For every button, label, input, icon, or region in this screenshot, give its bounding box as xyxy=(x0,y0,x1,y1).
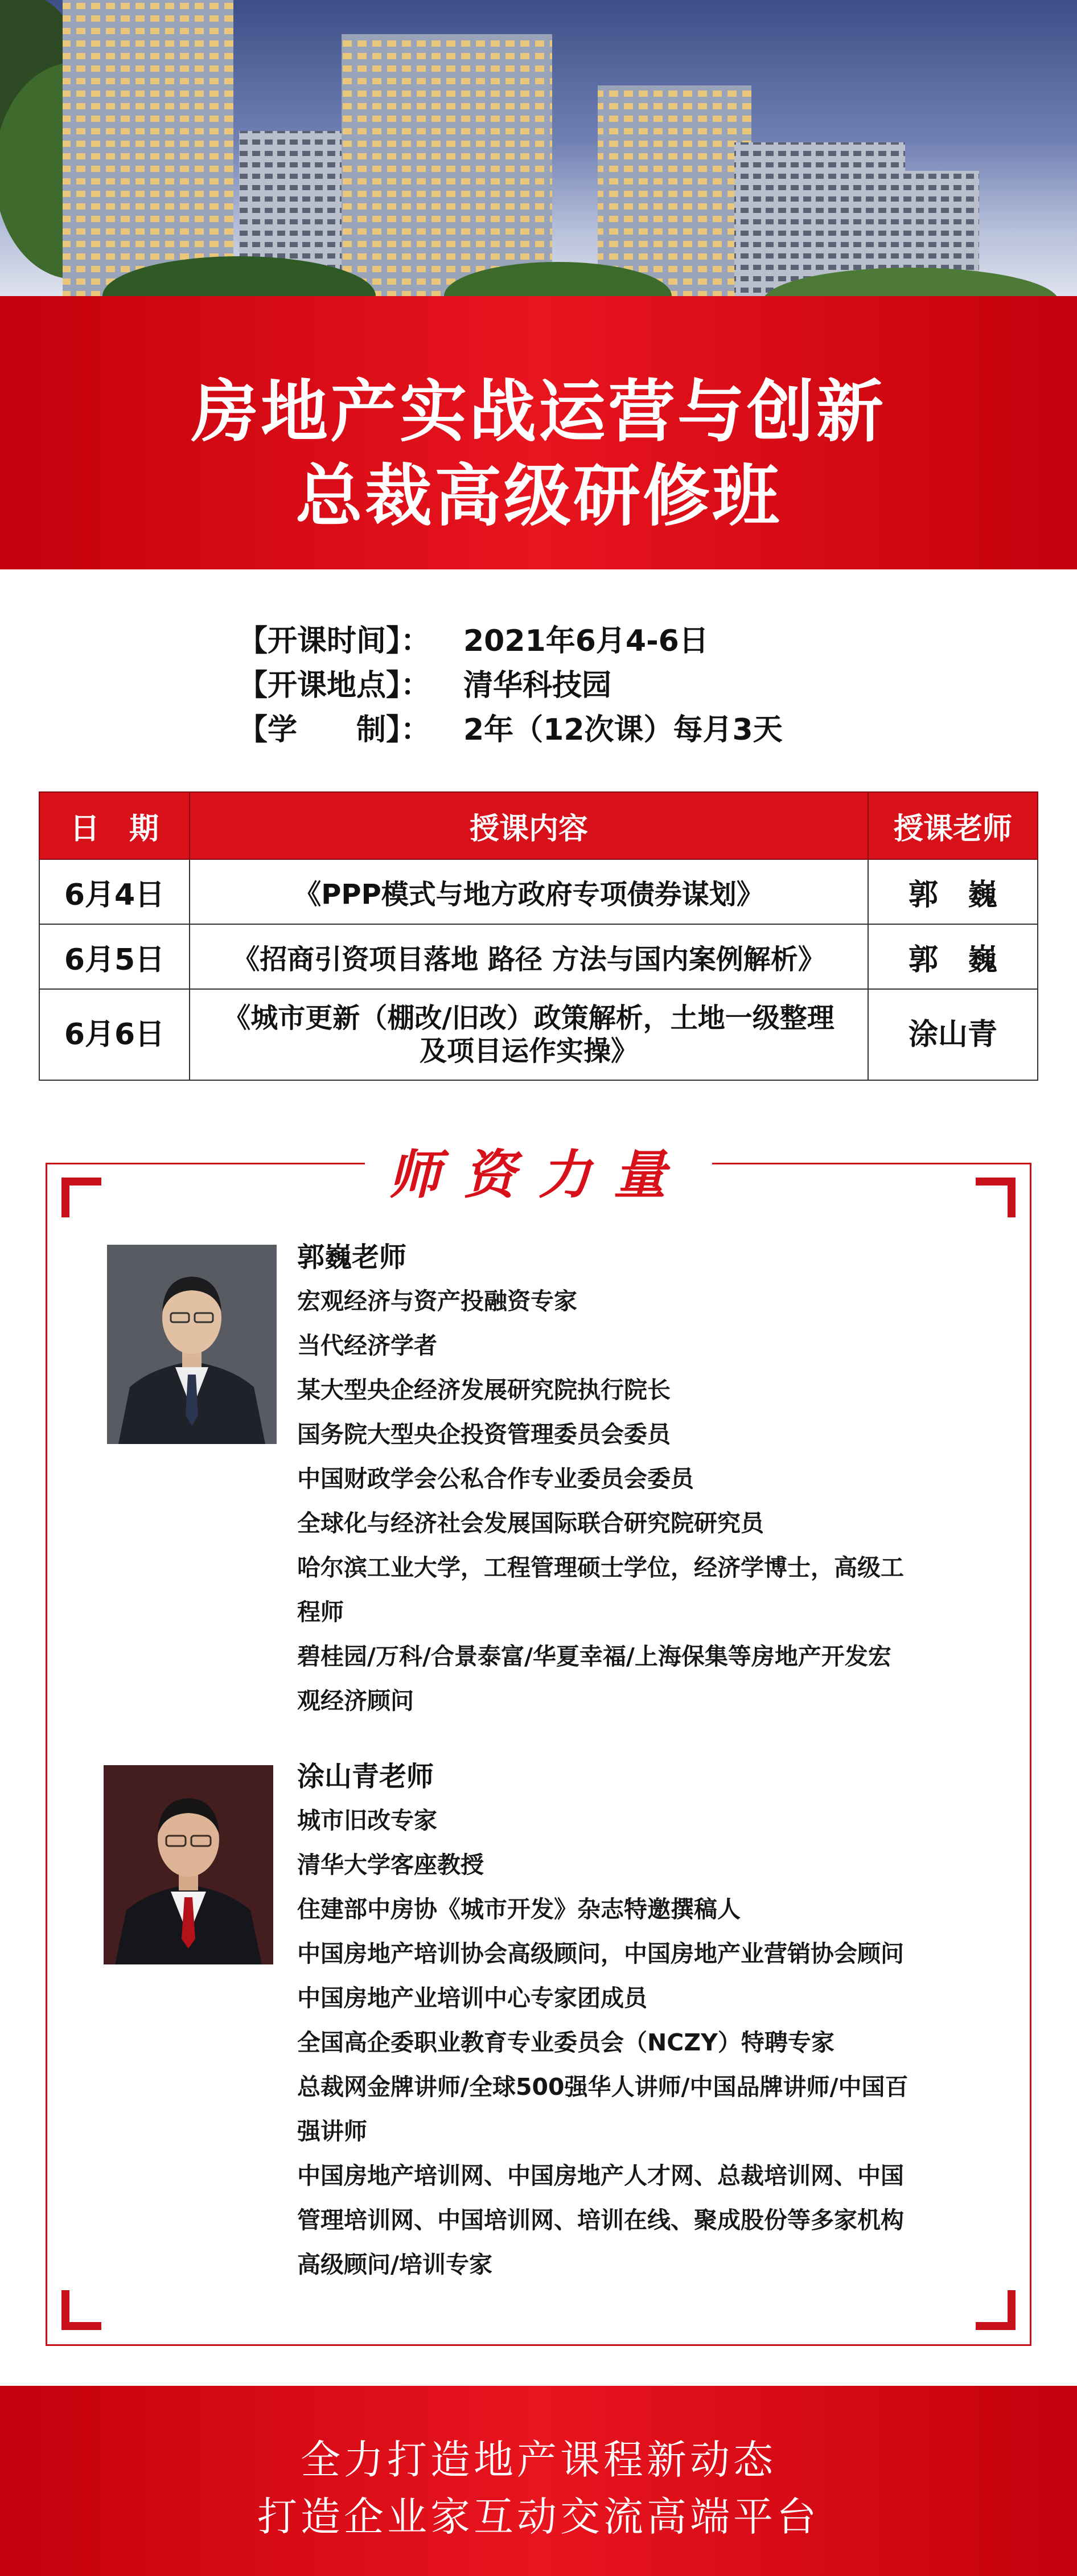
teacher-name: 郭巍老师 xyxy=(297,1241,407,1273)
teacher-bio-item: 宏观经济与资产投融资专家 xyxy=(297,1287,577,1315)
info-value: 2021年6月4-6日 xyxy=(463,624,709,658)
row-teacher: 郭 巍 xyxy=(868,924,1038,989)
row-content-line1: 《城市更新（棚改/旧改）政策解析，土地一级整理 xyxy=(223,1002,835,1034)
column-header-content: 授课内容 xyxy=(190,792,868,859)
teacher-name: 涂山青老师 xyxy=(297,1761,434,1792)
row-content xyxy=(190,989,868,1080)
teacher-bio-item: 程师 xyxy=(297,1598,344,1626)
table-row xyxy=(39,989,1038,1080)
corner-decoration-bottom-left xyxy=(59,2288,104,2332)
title-banner xyxy=(0,296,1077,569)
info-row-time xyxy=(238,617,783,661)
footer-slogan-line1: 全力打造地产课程新动态 xyxy=(301,2436,776,2483)
teacher-bio-item: 中国财政学会公私合作专业委员会委员 xyxy=(297,1465,694,1492)
teacher-bio-item: 总裁网金牌讲师/全球500强华人讲师/中国品牌讲师/中国百 xyxy=(297,2073,909,2101)
teacher-bio-item: 观经济顾问 xyxy=(297,1687,414,1714)
info-label: 【开课时间】： xyxy=(238,624,431,658)
teacher-bio-guo xyxy=(297,1236,989,1723)
teacher-bio-item: 全球化与经济社会发展国际联合研究院研究员 xyxy=(297,1509,764,1537)
table-row xyxy=(39,859,1038,924)
row-teacher: 郭 巍 xyxy=(868,859,1038,924)
row-teacher: 涂山青 xyxy=(868,989,1038,1080)
info-value: 2年（12次课）每月3天 xyxy=(463,713,783,747)
schedule-table xyxy=(39,791,1038,1081)
row-content: 《PPP模式与地方政府专项债券谋划》 xyxy=(190,859,868,924)
teacher-bio-item: 城市旧改专家 xyxy=(297,1807,437,1834)
info-row-duration xyxy=(238,705,783,750)
page-title-line2: 总裁高级研修班 xyxy=(295,457,782,535)
teacher-bio-item: 碧桂园/万科/合景泰富/华夏幸福/上海保集等房地产开发宏 xyxy=(297,1643,891,1670)
teacher-bio-item: 某大型央企经济发展研究院执行院长 xyxy=(297,1376,671,1404)
portrait-image xyxy=(104,1765,273,1964)
page-title-line1: 房地产实战运营与创新 xyxy=(191,372,886,451)
corner-decoration-bottom-right xyxy=(973,2288,1018,2332)
teacher-bio-item: 管理培训网、中国培训网、培训在线、聚成股份等多家机构 xyxy=(297,2206,904,2234)
row-date: 6月6日 xyxy=(39,989,190,1080)
hero-banner-image xyxy=(0,0,1077,307)
table-header-row xyxy=(39,792,1038,859)
info-value: 清华科技园 xyxy=(463,668,612,703)
footer-slogan-line2: 打造企业家互动交流高端平台 xyxy=(257,2493,820,2540)
teacher-bio-item: 全国高企委职业教育专业委员会（NCZY）特聘专家 xyxy=(297,2029,835,2056)
row-content-line2: 及项目运作实操》 xyxy=(419,1035,638,1067)
corner-decoration-top-left xyxy=(59,1175,104,1220)
column-header-teacher: 授课老师 xyxy=(868,792,1038,859)
footer-banner xyxy=(0,2386,1077,2576)
teacher-bio-item: 国务院大型央企投资管理委员会委员 xyxy=(297,1421,671,1448)
city-skyline-illustration xyxy=(0,0,1077,307)
teacher-bio-item: 当代经济学者 xyxy=(297,1332,437,1359)
column-header-date: 日 期 xyxy=(39,792,190,859)
teacher-bio-item: 中国房地产业培训中心专家团成员 xyxy=(297,1984,647,2012)
teacher-bio-item: 住建部中房协《城市开发》杂志特邀撰稿人 xyxy=(297,1896,741,1923)
teacher-bio-item: 中国房地产培训网、中国房地产人才网、总裁培训网、中国 xyxy=(297,2162,904,2189)
info-row-location xyxy=(238,661,783,705)
teacher-bio-item: 高级顾问/培训专家 xyxy=(297,2251,492,2278)
info-label: 【开课地点】： xyxy=(238,668,431,703)
row-date: 6月5日 xyxy=(39,924,190,989)
teacher-bio-item: 哈尔滨工业大学，工程管理硕士学位，经济学博士，高级工 xyxy=(297,1554,904,1581)
teacher-bio-tu xyxy=(297,1755,989,2287)
faculty-section-title: 师资力量 xyxy=(388,1145,689,1205)
info-label: 【学 制】： xyxy=(238,713,431,747)
teacher-bio-item: 中国房地产培训协会高级顾问，中国房地产业营销协会顾问 xyxy=(297,1940,904,1967)
teacher-bio-item: 清华大学客座教授 xyxy=(297,1851,484,1878)
teacher-photo-tu xyxy=(104,1765,273,1964)
course-info xyxy=(238,617,783,750)
corner-decoration-top-right xyxy=(973,1175,1018,1220)
portrait-image xyxy=(107,1245,277,1444)
table-row xyxy=(39,924,1038,989)
teacher-bio-item: 强讲师 xyxy=(297,2118,367,2145)
teacher-photo-guo xyxy=(107,1245,277,1444)
row-date: 6月4日 xyxy=(39,859,190,924)
row-content: 《招商引资项目落地 路径 方法与国内案例解析》 xyxy=(190,924,868,989)
